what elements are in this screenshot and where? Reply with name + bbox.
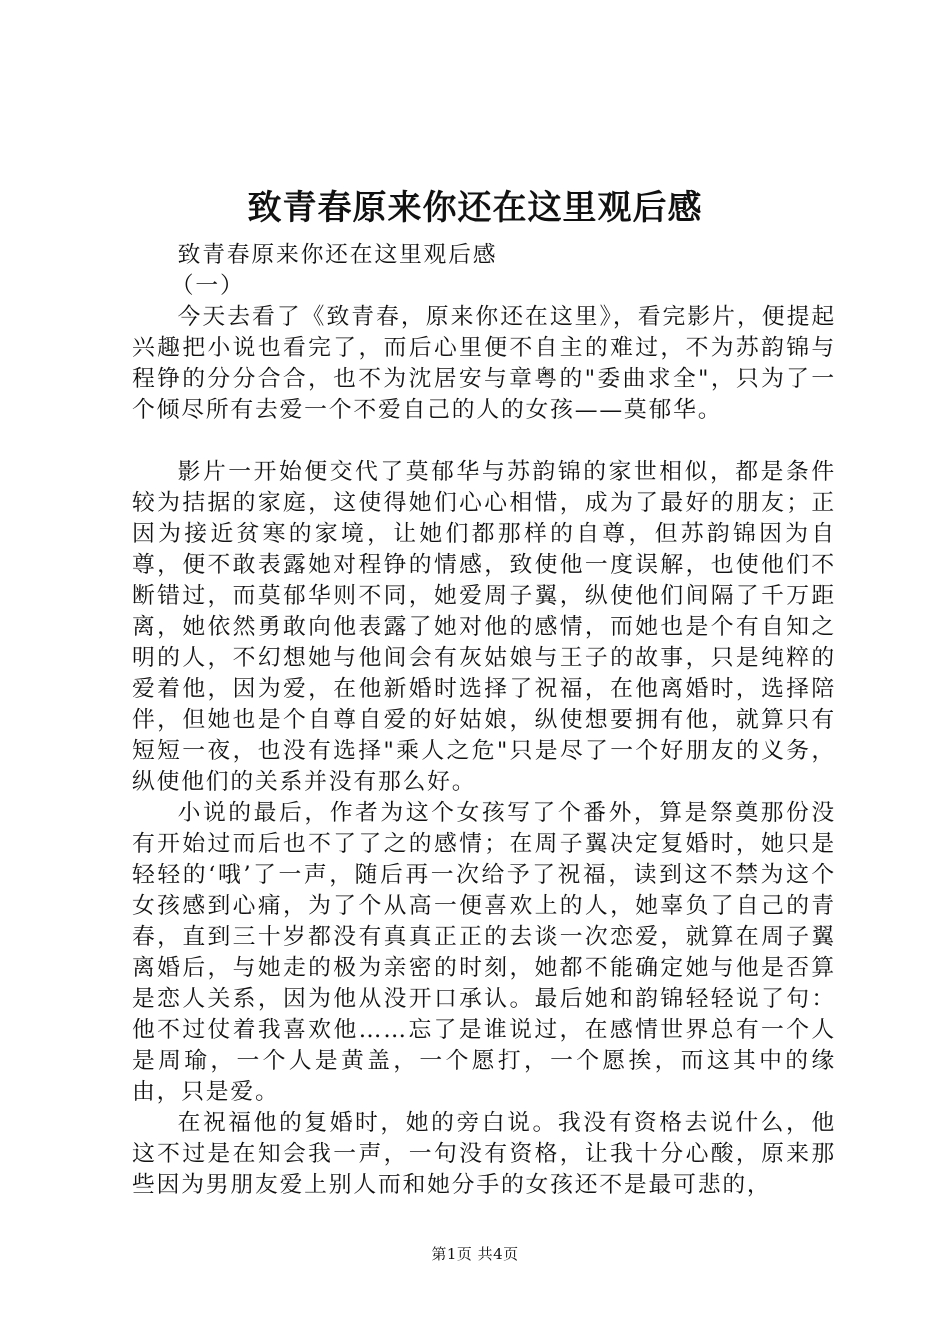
- section-label: （一）: [170, 273, 245, 299]
- page-footer: 第1页 共4页: [431, 1245, 519, 1263]
- document-title: 致青春原来你还在这里观后感: [247, 188, 703, 228]
- paragraph-1: 今天去看了《致青春，原来你还在这里》，看完影片，便提起兴趣把小说也看完了，而后心里便不自主的难过，不为苏韵锦与程铮的分分合合，也不为沈居安与章粤的"委曲求全"，只为了一个倾尽所有去爱一个不爱自己的人的女孩——莫郁华。: [132, 304, 836, 423]
- subtitle-line: 致青春原来你还在这里观后感: [177, 242, 498, 268]
- paragraph-2: 影片一开始便交代了莫郁华与苏韵锦的家世相似，都是条件较为拮据的家庭，这使得她们心心相惜，成为了最好的朋友；正因为接近贫寒的家境，让她们都那样的自尊，但苏韵锦因为自尊，便不敢表露她对程铮的情感，致使他一度误解，也使他们不断错过，而莫郁华则不同，她爱周子翼，纵使他们间隔了千万距离，她依然勇敢向他表露了她对他的感情，而她也是个有自知之明的人，不幻想她与他间会有灰姑娘与王子的故事，只是纯粹的爱着他，因为爱，在他新婚时选择了祝福，在他离婚时，选择陪伴，但她也是个自尊自爱的好姑娘，纵使想要拥有他，就算只有短短一夜，也没有选择"乘人之危"只是尽了一个好朋友的义务，纵使他们的关系并没有那么好。: [132, 459, 836, 795]
- paragraph-4: 在祝福他的复婚时，她的旁白说。我没有资格去说什么，他这不过是在知会我一声，一句没有资格，让我十分心酸，原来那些因为男朋友爱上别人而和她分手的女孩还不是最可悲的，: [132, 1110, 836, 1198]
- document-body: [132, 240, 836, 1201]
- paragraph-3: 小说的最后，作者为这个女孩写了个番外，算是祭奠那份没有开始过而后也不了了之的感情；在周子翼决定复婚时，她只是轻轻的‘哦’了一声，随后再一次给予了祝福，读到这不禁为这个女孩感到心痛，为了个从高一便喜欢上的人，她辜负了自己的青春，直到三十岁都没有真真正正的去谈一次恋爱，就算在周子翼离婚后，与她走的极为亲密的时刻，她都不能确定她与他是否算是恋人关系，因为他从没开口承认。最后她和韵锦轻轻说了句：他不过仗着我喜欢他……忘了是谁说过，在感情世界总有一个人是周瑜，一个人是黄盖，一个愿打，一个愿挨，而这其中的缘由，只是爱。: [132, 800, 836, 1105]
